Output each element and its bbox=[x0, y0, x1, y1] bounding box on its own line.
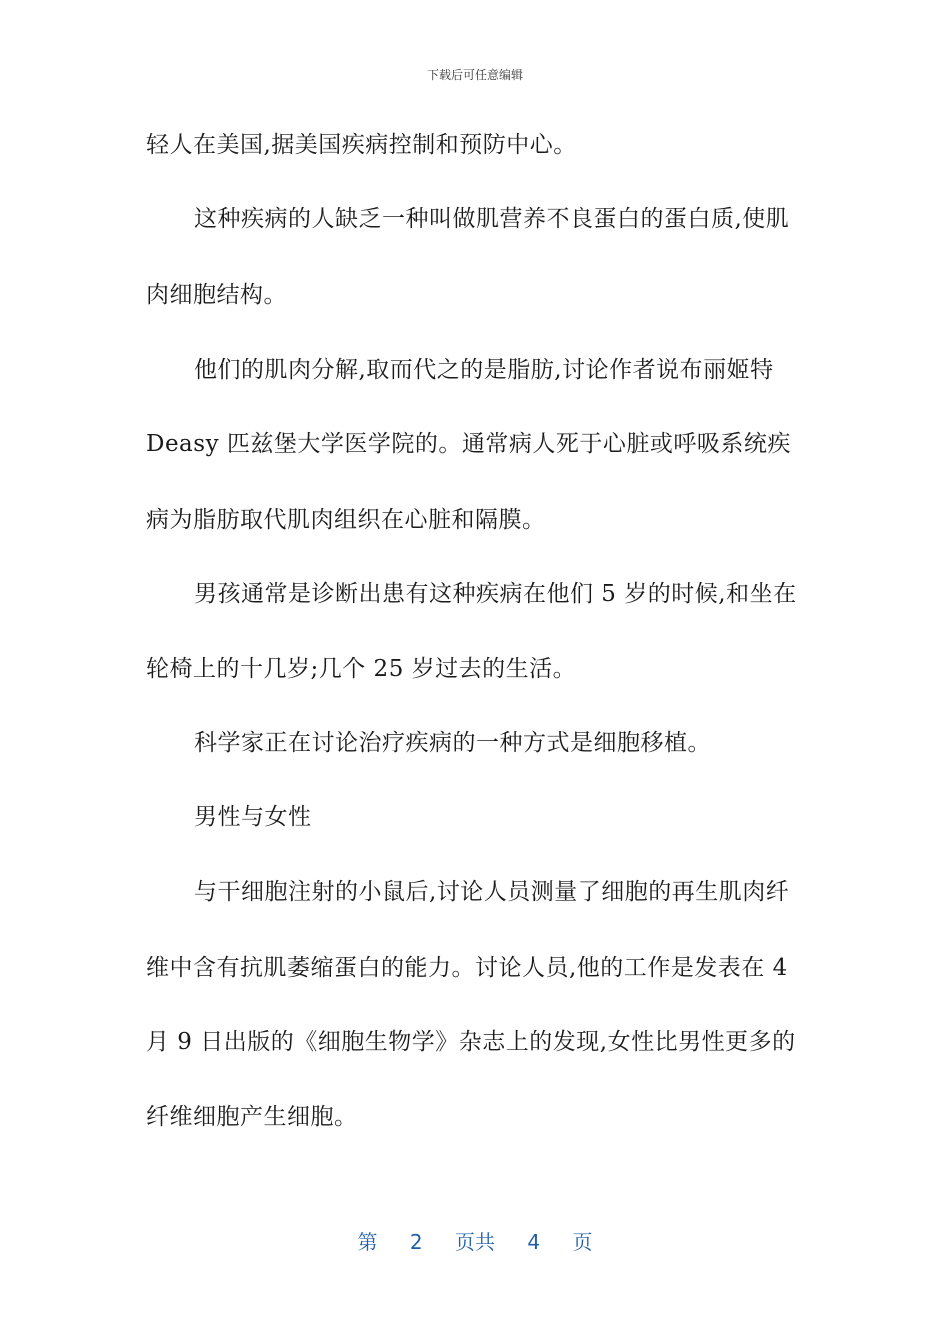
footer-mid: 页共 bbox=[455, 1230, 495, 1254]
footer-current-page: 2 bbox=[409, 1230, 423, 1254]
footer-total-pages: 4 bbox=[527, 1230, 541, 1254]
body-line-12: 维中含有抗肌萎缩蛋白的能力。讨论人员,他的工作是发表在 4 bbox=[146, 955, 788, 981]
body-line-8: 轮椅上的十几岁;几个 25 岁过去的生活。 bbox=[146, 656, 577, 682]
body-line-9: 科学家正在讨论治疗疾病的一种方式是细胞移植。 bbox=[194, 730, 711, 756]
body-line-13: 月 9 日出版的《细胞生物学》杂志上的发现,女性比男性更多的 bbox=[146, 1029, 796, 1055]
page-footer bbox=[0, 1226, 950, 1255]
body-line-4: 他们的肌肉分解,取而代之的是脂肪,讨论作者说布丽姬特 bbox=[194, 357, 774, 383]
body-line-7: 男孩通常是诊断出患有这种疾病在他们 5 岁的时候,和坐在 bbox=[194, 581, 797, 607]
footer-prefix: 第 bbox=[357, 1230, 378, 1254]
body-line-2: 这种疾病的人缺乏一种叫做肌营养不良蛋白的蛋白质,使肌 bbox=[194, 206, 790, 232]
body-line-6: 病为脂肪取代肌肉组织在心脏和隔膜。 bbox=[146, 507, 546, 533]
body-line-5: Deasy 匹兹堡大学医学院的。通常病人死于心脏或呼吸系统疾 bbox=[146, 431, 791, 457]
body-line-3: 肉细胞结构。 bbox=[146, 282, 287, 308]
body-line-11: 与干细胞注射的小鼠后,讨论人员测量了细胞的再生肌肉纤 bbox=[194, 879, 790, 905]
footer-suffix: 页 bbox=[572, 1230, 593, 1254]
body-line-1: 轻人在美国,据美国疾病控制和预防中心。 bbox=[146, 132, 577, 158]
section-heading: 男性与女性 bbox=[194, 804, 312, 830]
page-header: 下载后可任意编辑 bbox=[426, 68, 523, 82]
body-line-14: 纤维细胞产生细胞。 bbox=[146, 1104, 358, 1130]
